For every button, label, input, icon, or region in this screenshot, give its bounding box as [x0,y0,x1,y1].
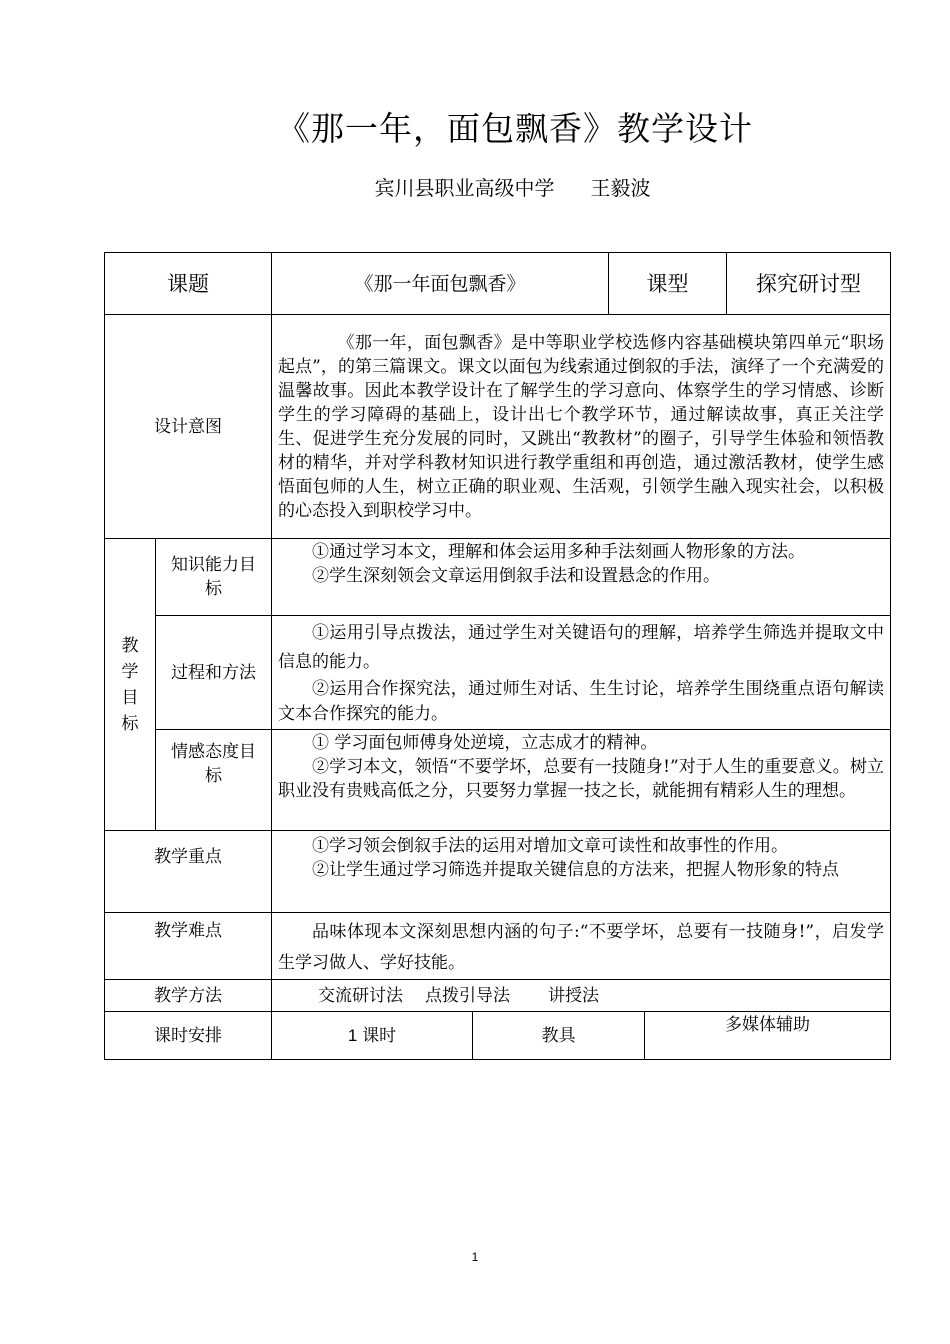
emotion-item: ②学习本文，领悟“不要学坏，总要有一技随身!”对于人生的重要意义。树立职业没有贵贱高低之分，只要努力掌握一技之长，就能拥有精彩人生的理想。 [278,757,885,801]
keypoint-cell [272,831,891,913]
type-value: 探究研讨型 [727,253,891,315]
topic-row [105,253,891,315]
type-label: 课型 [609,253,727,315]
topic-label: 课题 [105,253,272,315]
page-number: 1 [471,1250,479,1264]
keypoint-label: 教学重点 [105,831,272,913]
schedule-label: 课时安排 [105,1012,272,1060]
method-item: 交流研讨法 [318,985,403,1006]
process-cell [272,616,891,730]
difficulty-text: 品味体现本文深刻思想内涵的句子:“不要学坏，总要有一技随身!”，启发学生学习做人、学好技能。 [278,922,885,973]
goals-char: 标 [121,713,139,734]
author-name: 王毅波 [590,176,651,200]
topic-value: 《那一年面包飘香》 [272,253,609,315]
difficulty-cell [272,913,891,980]
process-row [105,616,891,730]
keypoint-item: ②让学生通过学习筛选并提取关键信息的方法来，把握人物形象的特点 [312,860,839,880]
method-item: 讲授法 [548,985,599,1006]
difficulty-row [105,913,891,980]
process-item: ①运用引导点拨法，通过学生对关键语句的理解，培养学生筛选并提取文中信息的能力。 [278,622,885,672]
schedule-row [105,1012,891,1060]
intent-row [105,315,891,539]
method-label: 教学方法 [105,980,272,1012]
method-item: 点拨引导法 [425,985,510,1006]
knowledge-row [105,539,891,616]
intent-text: 《那一年，面包飘香》是中等职业学校选修内容基础模块第四单元“职场起点”，的第三篇课文。课文以面包为线索通过倒叙的手法，演绎了一个充满爱的温馨故事。因此本教学设计在了解学生的学习意向、体察学生的学习情感、诊断学生的学习障碍的基础上，设计出七个教学环节，通过解读故事，真正关注学生、促进学生充分发展的同时，又跳出“教教材”的圈子，引导学生体验和领悟教材的精华，并对学科教材知识进行教学重组和再创造，通过激活教材，使学生感悟面包师的人生，树立正确的职业观、生活观，引领学生融入现实社会，以积极的心态投入到职校学习中。 [278,332,885,521]
emotion-label: 情感态度目标 [156,730,272,831]
process-label: 过程和方法 [156,616,272,730]
tools-label: 教具 [473,1012,645,1060]
goals-char: 教 [121,635,139,656]
document-title: 《那一年，面包飘香》教学设计 [277,109,753,148]
goals-char: 学 [121,661,139,682]
school-name: 宾川县职业高级中学 [374,176,555,200]
intent-cell [272,315,891,539]
document-byline [0,172,950,201]
keypoint-item: ①学习领会倒叙手法的运用对增加文章可读性和故事性的作用。 [312,836,788,856]
tools-value: 多媒体辅助 [645,1012,891,1060]
knowledge-item: ①通过学习本文，理解和体会运用多种手法刻画人物形象的方法。 [312,542,805,562]
emotion-row [105,730,891,831]
schedule-value: 1 课时 [272,1012,473,1060]
intent-label: 设计意图 [105,315,272,539]
goals-label [105,539,156,831]
difficulty-label: 教学难点 [105,913,272,980]
emotion-item: ① 学习面包师傅身处逆境，立志成才的精神。 [312,733,658,753]
lesson-plan-table [104,252,891,1060]
emotion-cell [272,730,891,831]
keypoint-row [105,831,891,913]
method-cell [272,980,891,1012]
knowledge-item: ②学生深刻领会文章运用倒叙手法和设置悬念的作用。 [312,566,720,586]
knowledge-cell [272,539,891,616]
goals-char: 目 [121,687,139,708]
process-item: ②运用合作探究法，通过师生对话、生生讨论，培养学生围绕重点语句解读文本合作探究的能力。 [278,678,885,724]
method-row [105,980,891,1012]
knowledge-label: 知识能力目标 [156,539,272,616]
